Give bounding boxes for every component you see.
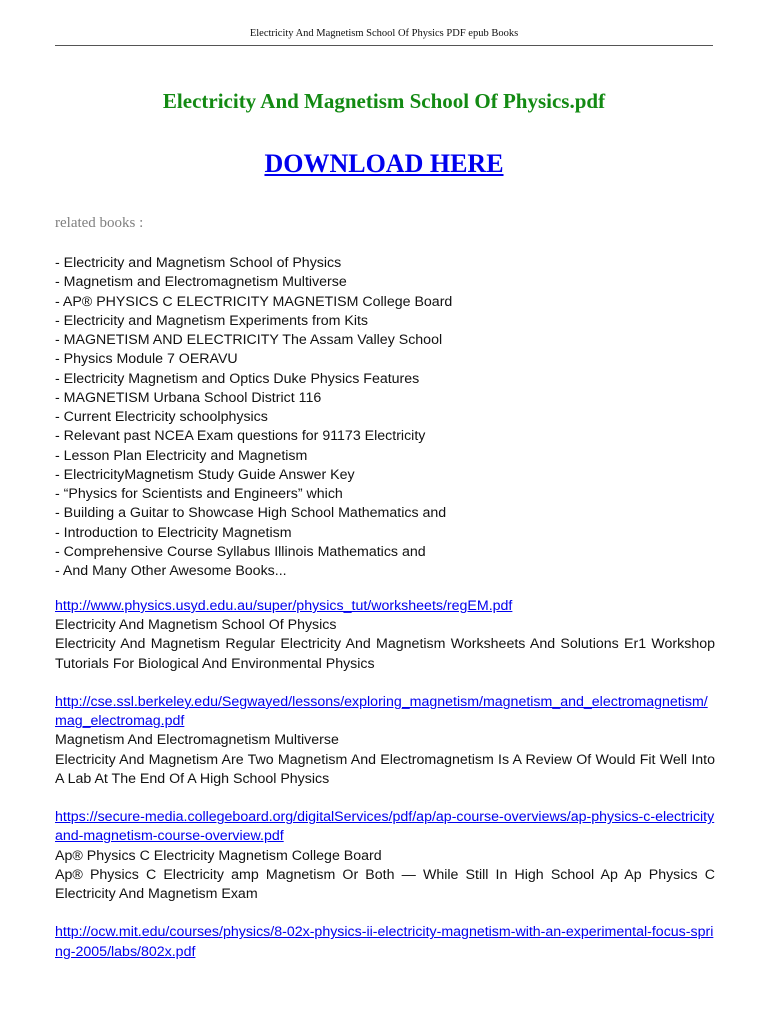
- related-book-item: - Magnetism and Electromagnetism Multiverse: [55, 274, 347, 291]
- resource-url-link[interactable]: http://ocw.mit.edu/courses/physics/8-02x-physics-ii-electricity-magnetism-with-an-experimental-focus-spring-2005/labs/802x.pdf: [55, 924, 714, 960]
- related-book-item: - Electricity and Magnetism Experiments from Kits: [55, 312, 369, 329]
- resource-entry: [55, 693, 715, 789]
- resource-url-link[interactable]: http://cse.ssl.berkeley.edu/Segwayed/lessons/exploring_magnetism/magnetism_and_electromagnetism/mag_electromag.pdf: [55, 694, 708, 730]
- related-book-item: - Electricity and Magnetism School of Physics: [55, 255, 342, 271]
- resource-url-link[interactable]: http://www.physics.usyd.edu.au/super/physics_tut/worksheets/regEM.pdf: [55, 598, 513, 614]
- related-book-item: - Current Electricity schoolphysics: [55, 409, 268, 425]
- related-book-item: - Relevant past NCEA Exam questions for 91173 Electricity: [55, 428, 426, 445]
- related-book-item: - Physics Module 7 OERAVU: [55, 351, 238, 368]
- related-book-item: - Building a Guitar to Showcase High School Mathematics and: [55, 505, 447, 522]
- related-book-item: - MAGNETISM Urbana School District 116: [55, 389, 322, 406]
- resource-entries: [55, 597, 715, 981]
- related-book-item: - MAGNETISM AND ELECTRICITY The Assam Valley School: [55, 332, 443, 348]
- header-divider: [55, 45, 713, 46]
- related-books-label: related books :: [55, 215, 144, 231]
- related-book-item: - AP® PHYSICS C ELECTRICITY MAGNETISM College Board: [55, 293, 453, 310]
- resource-title: Magnetism And Electromagnetism Multiverse: [55, 732, 339, 749]
- resource-url-link[interactable]: https://secure-media.collegeboard.org/digitalServices/pdf/ap/ap-course-overviews/ap-physics-c-electricityand-magnetism-course-overview.pdf: [55, 809, 715, 845]
- resource-description: Electricity And Magnetism Regular Electricity And Magnetism Worksheets And Solutions Er1 Workshop Tutorials For Biological And Environmental Physics: [55, 636, 715, 672]
- resource-entry: [55, 597, 715, 674]
- resource-description: Electricity And Magnetism Are Two Magnetism And Electromagnetism Is A Review Of Would Fit Well Into A Lab At The End Of A High School Physics: [55, 751, 715, 787]
- running-header: Electricity And Magnetism School Of Physics PDF epub Books: [249, 28, 519, 39]
- related-books-list: [55, 254, 452, 581]
- resource-description: Ap® Physics C Electricity amp Magnetism Or Both — While Still In High School Ap Ap Physics C Electricity And Magnetism Exam: [55, 866, 715, 903]
- resource-entry: [55, 923, 715, 961]
- resource-title: Ap® Physics C Electricity Magnetism College Board: [55, 847, 382, 864]
- related-book-item: - Introduction to Electricity Magnetism: [55, 524, 292, 541]
- related-book-item: - Electricity Magnetism and Optics Duke Physics Features: [55, 370, 420, 387]
- document-title: Electricity And Magnetism School Of Physics.pdf: [162, 89, 606, 113]
- related-book-item: - And Many Other Awesome Books...: [55, 563, 287, 579]
- resource-title: Electricity And Magnetism School Of Physics: [55, 617, 337, 634]
- related-book-item: - Comprehensive Course Syllabus Illinois Mathematics and: [55, 543, 426, 560]
- related-book-item: - ElectricityMagnetism Study Guide Answer Key: [55, 466, 355, 483]
- download-link[interactable]: DOWNLOAD HERE: [264, 149, 504, 178]
- resource-entry: [55, 808, 715, 904]
- related-book-item: - “Physics for Scientists and Engineers” which: [55, 486, 343, 502]
- related-book-item: - Lesson Plan Electricity and Magnetism: [55, 447, 308, 464]
